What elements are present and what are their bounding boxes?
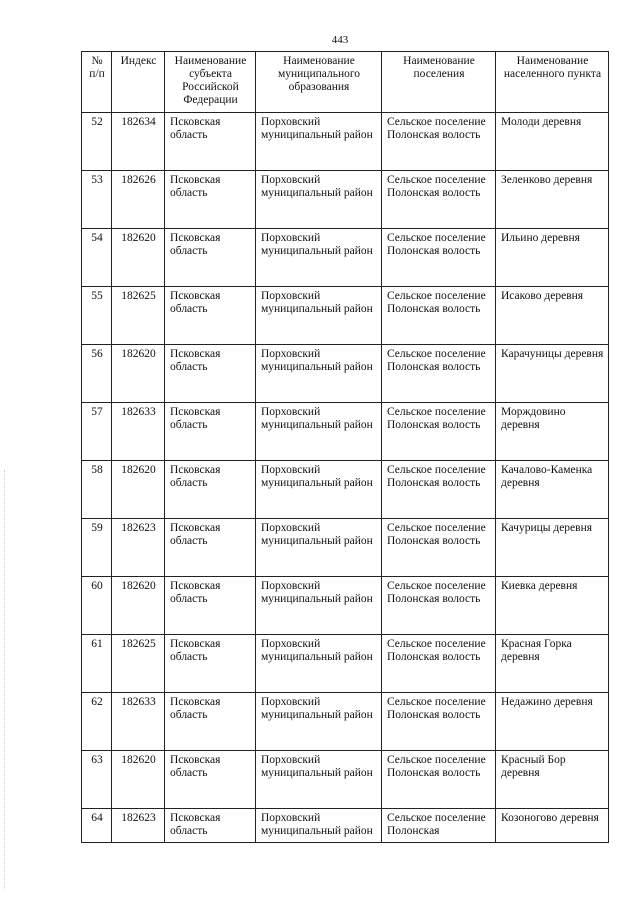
- row-subject: Псковская область: [165, 751, 256, 809]
- table-row: [82, 113, 609, 171]
- row-municipality: Порховский муниципальный район: [256, 751, 382, 809]
- row-index: 182620: [112, 577, 165, 635]
- table-body: [82, 113, 609, 843]
- header-subject: Наименование субъекта Российской Федерации: [165, 52, 256, 113]
- table-row: [82, 519, 609, 577]
- row-subject: Псковская область: [165, 461, 256, 519]
- settlements-table: [81, 51, 609, 843]
- row-locality: Морждовино деревня: [496, 403, 609, 461]
- table-row: [82, 809, 609, 843]
- row-settlement: Сельское поселение Полонская: [382, 809, 496, 843]
- row-locality: Молоди деревня: [496, 113, 609, 171]
- row-settlement: Сельское поселение Полонская волость: [382, 751, 496, 809]
- row-subject: Псковская область: [165, 113, 256, 171]
- row-index: 182620: [112, 345, 165, 403]
- row-index: 182625: [112, 287, 165, 345]
- row-locality: Качалово-Каменка деревня: [496, 461, 609, 519]
- header-municipality: Наименование муниципального образования: [256, 52, 382, 113]
- row-subject: Псковская область: [165, 403, 256, 461]
- row-subject: Псковская область: [165, 577, 256, 635]
- row-locality: Козоногово деревня: [496, 809, 609, 843]
- row-number: 61: [82, 635, 112, 693]
- row-index: 182623: [112, 809, 165, 843]
- row-municipality: Порховский муниципальный район: [256, 693, 382, 751]
- table-row: [82, 751, 609, 809]
- row-municipality: Порховский муниципальный район: [256, 171, 382, 229]
- row-locality: Карачуницы деревня: [496, 345, 609, 403]
- row-index: 182633: [112, 403, 165, 461]
- row-number: 62: [82, 693, 112, 751]
- header-settlement: Наименование поселения: [382, 52, 496, 113]
- row-index: 182625: [112, 635, 165, 693]
- row-subject: Псковская область: [165, 287, 256, 345]
- row-number: 63: [82, 751, 112, 809]
- row-number: 54: [82, 229, 112, 287]
- row-settlement: Сельское поселение Полонская волость: [382, 693, 496, 751]
- row-settlement: Сельское поселение Полонская волость: [382, 287, 496, 345]
- row-municipality: Порховский муниципальный район: [256, 461, 382, 519]
- row-number: 52: [82, 113, 112, 171]
- row-municipality: Порховский муниципальный район: [256, 345, 382, 403]
- header-number: № п/п: [82, 52, 112, 113]
- row-index: 182634: [112, 113, 165, 171]
- table-row: [82, 287, 609, 345]
- row-number: 57: [82, 403, 112, 461]
- row-subject: Псковская область: [165, 693, 256, 751]
- row-settlement: Сельское поселение Полонская волость: [382, 577, 496, 635]
- row-locality: Недажино деревня: [496, 693, 609, 751]
- row-settlement: Сельское поселение Полонская волость: [382, 229, 496, 287]
- row-number: 58: [82, 461, 112, 519]
- row-index: 182620: [112, 751, 165, 809]
- row-index: 182626: [112, 171, 165, 229]
- table-row: [82, 635, 609, 693]
- table-row: [82, 693, 609, 751]
- row-index: 182623: [112, 519, 165, 577]
- row-number: 64: [82, 809, 112, 843]
- row-index: 182620: [112, 461, 165, 519]
- page-number: 443: [331, 34, 349, 46]
- row-locality: Красная Горка деревня: [496, 635, 609, 693]
- row-municipality: Порховский муниципальный район: [256, 809, 382, 843]
- header-locality: Наименование населенного пункта: [496, 52, 609, 113]
- row-settlement: Сельское поселение Полонская волость: [382, 403, 496, 461]
- row-subject: Псковская область: [165, 519, 256, 577]
- table-row: [82, 461, 609, 519]
- table-row: [82, 403, 609, 461]
- row-index: 182633: [112, 693, 165, 751]
- row-number: 60: [82, 577, 112, 635]
- row-subject: Псковская область: [165, 809, 256, 843]
- row-number: 56: [82, 345, 112, 403]
- header-index: Индекс: [112, 52, 165, 113]
- row-settlement: Сельское поселение Полонская волость: [382, 635, 496, 693]
- row-settlement: Сельское поселение Полонская волость: [382, 345, 496, 403]
- row-municipality: Порховский муниципальный район: [256, 635, 382, 693]
- scan-margin-mark: [4, 470, 6, 890]
- row-number: 55: [82, 287, 112, 345]
- row-municipality: Порховский муниципальный район: [256, 403, 382, 461]
- row-municipality: Порховский муниципальный район: [256, 577, 382, 635]
- row-subject: Псковская область: [165, 635, 256, 693]
- row-settlement: Сельское поселение Полонская волость: [382, 171, 496, 229]
- row-locality: Ильино деревня: [496, 229, 609, 287]
- row-number: 59: [82, 519, 112, 577]
- row-index: 182620: [112, 229, 165, 287]
- row-subject: Псковская область: [165, 345, 256, 403]
- row-locality: Исаково деревня: [496, 287, 609, 345]
- row-subject: Псковская область: [165, 229, 256, 287]
- row-locality: Красный Бор деревня: [496, 751, 609, 809]
- table-row: [82, 229, 609, 287]
- row-municipality: Порховский муниципальный район: [256, 229, 382, 287]
- row-locality: Зеленково деревня: [496, 171, 609, 229]
- table-row: [82, 345, 609, 403]
- row-locality: Киевка деревня: [496, 577, 609, 635]
- row-settlement: Сельское поселение Полонская волость: [382, 519, 496, 577]
- row-settlement: Сельское поселение Полонская волость: [382, 461, 496, 519]
- row-number: 53: [82, 171, 112, 229]
- row-subject: Псковская область: [165, 171, 256, 229]
- table-row: [82, 577, 609, 635]
- table-header-row: [82, 52, 609, 113]
- row-municipality: Порховский муниципальный район: [256, 519, 382, 577]
- row-locality: Качурицы деревня: [496, 519, 609, 577]
- table-row: [82, 171, 609, 229]
- row-municipality: Порховский муниципальный район: [256, 287, 382, 345]
- row-settlement: Сельское поселение Полонская волость: [382, 113, 496, 171]
- row-municipality: Порховский муниципальный район: [256, 113, 382, 171]
